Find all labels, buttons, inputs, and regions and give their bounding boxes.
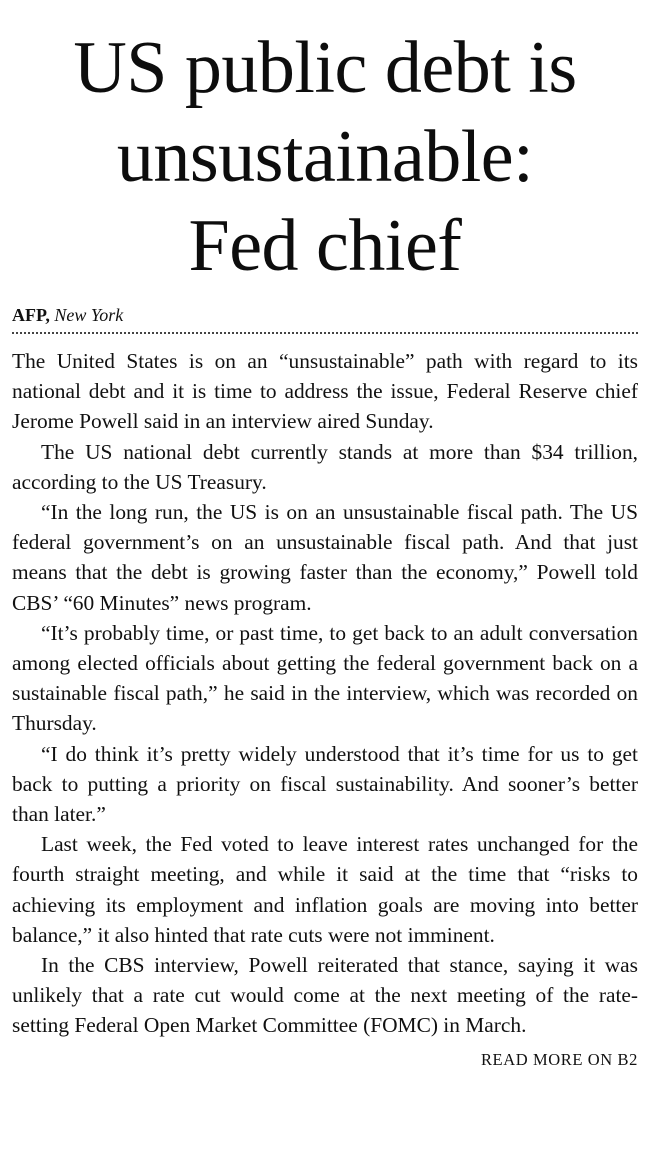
byline-agency: AFP [12, 305, 46, 325]
byline [12, 304, 638, 326]
body-paragraph: Last week, the Fed voted to leave interest rates unchanged for the fourth straight meeting, and while it said at the time that “risks to achieving its employment and inflation goals are moving into better balance,” it also hinted that rate cuts were not imminent. [12, 832, 638, 947]
article-body [12, 346, 638, 1041]
body-paragraph: “It’s probably time, or past time, to get back to an adult conversation among elected officials about getting the federal government back on a sustainable fiscal path,” he said in the interview, which was recorded on Thursday. [12, 620, 638, 736]
byline-location: New York [54, 305, 124, 325]
headline-line: US public debt is [73, 27, 577, 109]
body-paragraph: The US national debt currently stands at more than $34 trillion, according to the US Treasury. [12, 439, 638, 494]
body-paragraph: In the CBS interview, Powell reiterated that stance, saying it was unlikely that a rate cut would come at the next meeting of the rate-setting Federal Open Market Committee (FOMC) in March. [12, 953, 638, 1038]
headline-line: unsustainable: [116, 116, 534, 198]
body-paragraph: “I do think it’s pretty widely understood that it’s time for us to get back to putting a priority on fiscal sustainability. And sooner’s better than later.” [12, 741, 638, 827]
headline [12, 24, 638, 291]
read-more-link[interactable]: READ MORE ON B2 [480, 1049, 638, 1069]
dotted-divider [12, 332, 638, 334]
byline-separator: , [45, 305, 50, 325]
news-article [12, 0, 638, 1071]
body-paragraph: The United States is on an “unsustainable” path with regard to its national debt and it is time to address the issue, Federal Reserve chief Jerome Powell said in an interview aired Sunday. [12, 349, 638, 434]
body-paragraph: “In the long run, the US is on an unsustainable fiscal path. The US federal government’s on an unsustainable fiscal path. And that just means that the debt is growing faster than the economy,” Powell told CBS’ “60 Minutes” news program. [12, 500, 638, 615]
headline-line: Fed chief [188, 205, 462, 287]
